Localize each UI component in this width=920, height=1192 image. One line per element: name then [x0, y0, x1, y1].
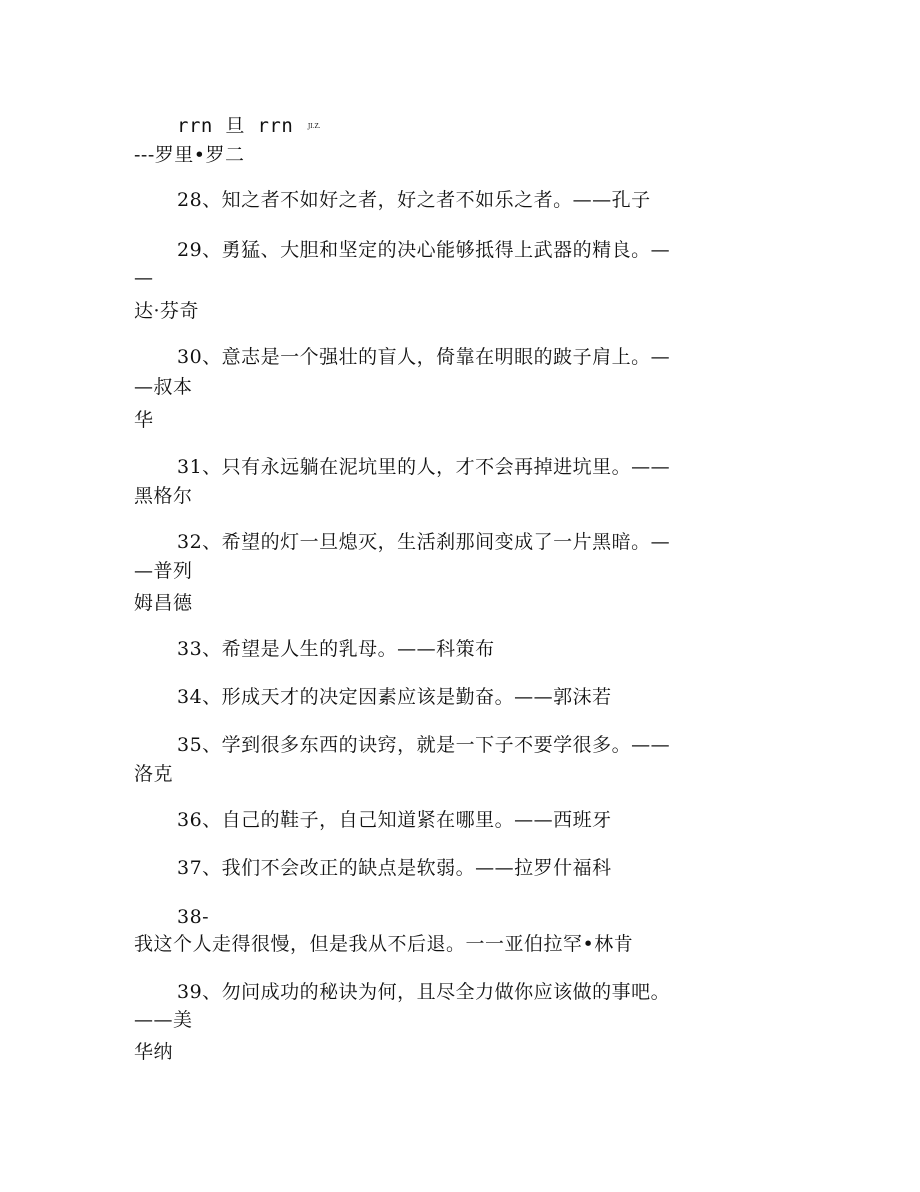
quote-31: 31、只有永远躺在泥坑里的人，才不会再掉进坑里。—— — [177, 456, 671, 478]
quote-39-author-part2: 华纳 — [134, 1041, 174, 1063]
quote-38-number: 38- — [177, 906, 210, 928]
quote-35-author: 洛克 — [134, 763, 174, 785]
quote-36: 36、自己的鞋子，自己知道紧在哪里。——西班牙 — [177, 809, 612, 831]
quote-32-author-part2: 姆昌德 — [134, 592, 193, 614]
quote-28: 28、知之者不如好之者，好之者不如乐之者。——孔子 — [177, 189, 651, 211]
quote-39: 39、勿问成功的秘诀为何，且尽全力做你应该做的事吧。 — [177, 981, 671, 1003]
quote-29-dash: — — [134, 267, 154, 289]
header-left-text: rrn — [177, 115, 213, 137]
quote-29-author: 达·芬奇 — [134, 300, 200, 322]
header-middle-text: 旦 — [225, 115, 245, 137]
quote-30-author-part1: —叔本 — [134, 376, 193, 398]
header-note-text: JI.Z. — [307, 123, 321, 130]
quote-39-author-part1: ——美 — [134, 1009, 193, 1031]
quote-38: 我这个人走得很慢，但是我从不后退。一一亚伯拉罕•林肯 — [134, 933, 634, 955]
header-line — [177, 114, 320, 139]
text-line-attribution: ---罗里•罗二 — [134, 144, 245, 166]
quote-30: 30、意志是一个强壮的盲人，倚靠在明眼的跛子肩上。— — [177, 346, 671, 368]
quote-33: 33、希望是人生的乳母。——科策布 — [177, 638, 495, 660]
quote-30-author-part2: 华 — [134, 409, 154, 431]
quote-37: 37、我们不会改正的缺点是软弱。——拉罗什福科 — [177, 857, 612, 879]
quote-35: 35、学到很多东西的诀窍，就是一下子不要学很多。—— — [177, 734, 671, 756]
quote-31-author: 黑格尔 — [134, 485, 193, 507]
quote-29: 29、勇猛、大胆和坚定的决心能够抵得上武器的精良。— — [177, 239, 671, 261]
quote-34: 34、形成天才的决定因素应该是勤奋。——郭沫若 — [177, 686, 612, 708]
quote-32-author-part1: —普列 — [134, 560, 193, 582]
quote-32: 32、希望的灯一旦熄灭，生活刹那间变成了一片黑暗。— — [177, 531, 671, 553]
header-right-text: rrn — [257, 115, 294, 137]
